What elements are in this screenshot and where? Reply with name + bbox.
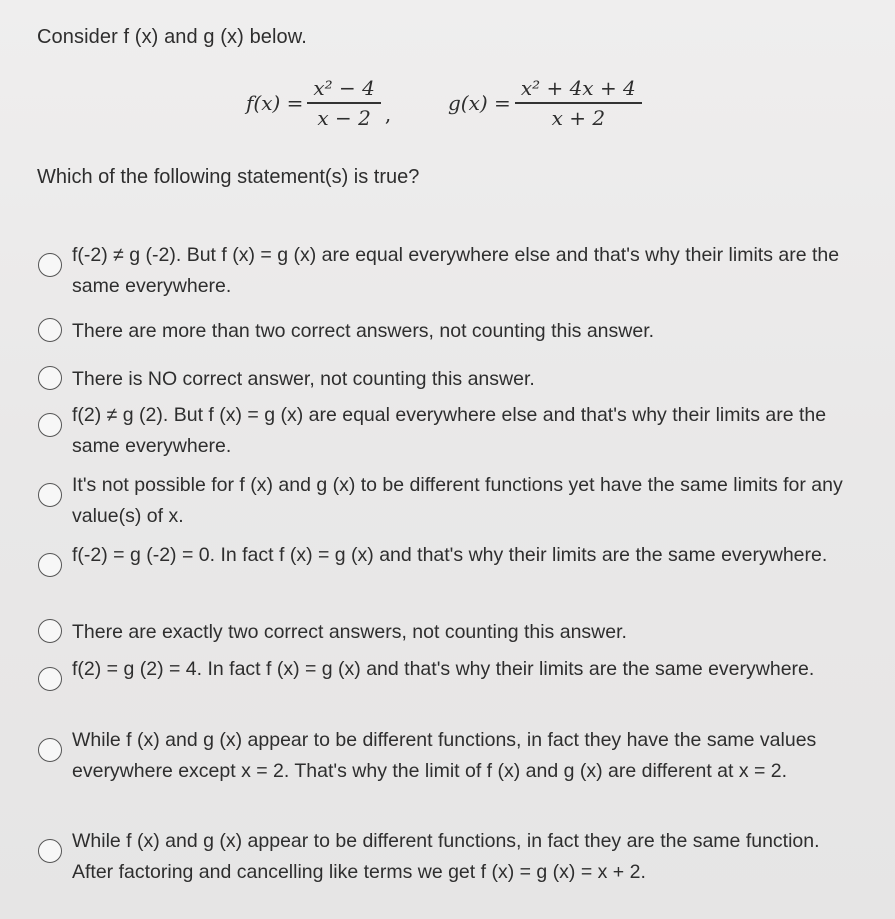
answer-option[interactable]: [38, 654, 862, 691]
g-fraction: [515, 74, 642, 132]
answer-option[interactable]: [38, 364, 862, 395]
formula-separator: ,: [384, 101, 392, 126]
answer-option[interactable]: [38, 240, 862, 302]
question-prompt: Which of the following statement(s) is true?: [37, 166, 420, 188]
radio-button[interactable]: [38, 619, 62, 643]
answer-option-text: There is NO correct answer, not counting this answer.: [72, 368, 535, 390]
f-denominator: x − 2: [317, 105, 371, 130]
answer-option[interactable]: [38, 400, 862, 462]
radio-button[interactable]: [38, 366, 62, 390]
f-numerator: x² − 4: [313, 76, 375, 100]
answer-option[interactable]: [38, 540, 862, 577]
answer-option[interactable]: [38, 725, 862, 787]
answer-option[interactable]: [38, 470, 862, 532]
radio-button[interactable]: [38, 738, 62, 762]
g-definition: [448, 74, 646, 132]
radio-button[interactable]: [38, 318, 62, 342]
question-intro: Consider f (x) and g (x) below.: [37, 26, 307, 48]
g-label: g(x) =: [448, 90, 511, 115]
answer-option-text: There are exactly two correct answers, not counting this answer.: [72, 621, 627, 643]
answer-option-text: While f (x) and g (x) appear to be different functions, in fact they are the same function. After factoring and cancelling like terms we get f (x) = g (x) = x + 2.: [72, 830, 820, 883]
answer-option-text: It's not possible for f (x) and g (x) to be different functions yet have the same limits for any value(s) of x.: [72, 474, 843, 527]
g-numerator: x² + 4x + 4: [520, 76, 636, 100]
g-denominator: x + 2: [551, 105, 606, 130]
answer-option[interactable]: [38, 826, 862, 888]
answer-option-text: f(2) = g (2) = 4. In fact f (x) = g (x) and that's why their limits are the same everywhere.: [72, 658, 815, 680]
answer-option-text: While f (x) and g (x) appear to be different functions, in fact they have the same values everywhere except x = 2. That's why the limit of f (x) and g (x) are different at x = 2.: [72, 729, 817, 782]
f-fraction: [307, 74, 381, 132]
radio-button[interactable]: [38, 483, 62, 507]
function-definitions: [0, 74, 895, 148]
answer-option-text: f(2) ≠ g (2). But f (x) = g (x) are equal everywhere else and that's why their limits are the same everywhere.: [72, 404, 827, 457]
radio-button[interactable]: [38, 667, 62, 691]
answer-option-text: There are more than two correct answers, not counting this answer.: [72, 320, 655, 342]
f-definition: [246, 74, 391, 132]
radio-button[interactable]: [38, 553, 62, 577]
answer-option-text: f(-2) = g (-2) = 0. In fact f (x) = g (x) and that's why their limits are the same everywhere.: [72, 544, 828, 566]
f-label: f(x) =: [246, 90, 304, 115]
answer-option-text: f(-2) ≠ g (-2). But f (x) = g (x) are equal everywhere else and that's why their limits are the same everywhere.: [72, 244, 840, 297]
answer-option[interactable]: [38, 617, 862, 648]
radio-button[interactable]: [38, 253, 62, 277]
radio-button[interactable]: [38, 839, 62, 863]
answer-option[interactable]: [38, 316, 862, 347]
radio-button[interactable]: [38, 413, 62, 437]
